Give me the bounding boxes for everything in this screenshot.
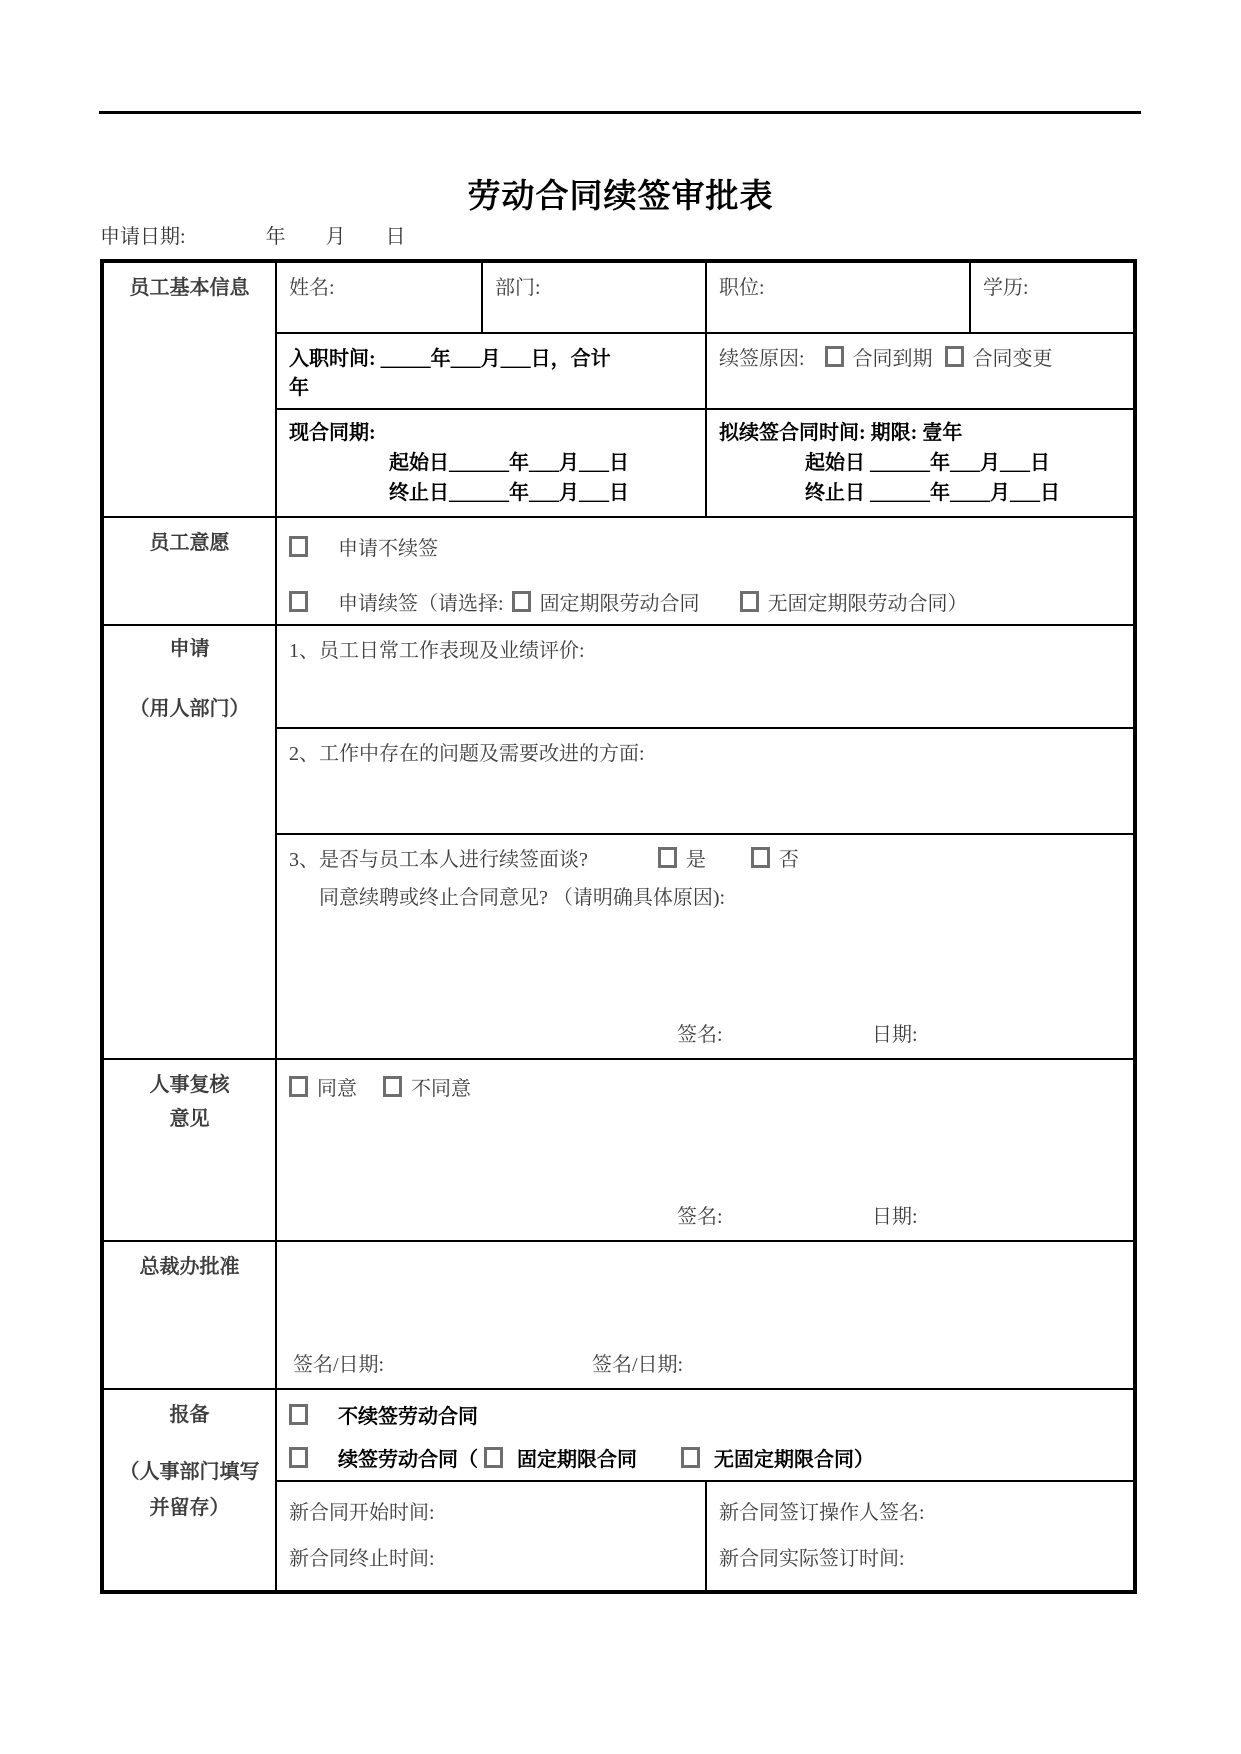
dept-label: 部门: bbox=[495, 277, 541, 299]
current-contract-title: 现合同期: bbox=[289, 422, 376, 444]
checkbox-interview-yes-icon[interactable] bbox=[658, 847, 677, 868]
hr-review-label-line2: 意见 bbox=[169, 1108, 210, 1130]
ceo-sign-date-label-1: 签名/日期: bbox=[293, 1354, 385, 1376]
proposed-contract-start: 起始日 ______年___月___日 bbox=[805, 452, 1050, 474]
dept-field-cell[interactable] bbox=[482, 261, 706, 333]
education-label: 学历: bbox=[983, 277, 1029, 299]
hr-review-cell[interactable] bbox=[276, 1059, 1135, 1241]
apply-date-line: 申请日期: 年 月 日 bbox=[100, 226, 406, 248]
contract-expiry-label: 合同到期 bbox=[852, 348, 933, 370]
filing-options-cell bbox=[276, 1389, 1135, 1481]
new-contract-dates-cell[interactable] bbox=[276, 1481, 706, 1592]
checkbox-hr-disagree-icon[interactable] bbox=[383, 1076, 402, 1097]
checkbox-no-renew-icon[interactable] bbox=[289, 536, 308, 557]
position-label: 职位: bbox=[719, 277, 765, 299]
row-label-employee-will: 员工意愿 bbox=[102, 517, 276, 625]
hr-disagree-label: 不同意 bbox=[411, 1078, 471, 1100]
checkbox-interview-no-icon[interactable] bbox=[751, 847, 770, 868]
current-contract-start: 起始日______年___月___日 bbox=[389, 452, 629, 474]
checkbox-filing-fixed-term-icon[interactable] bbox=[484, 1447, 503, 1468]
row-label-apply-department bbox=[102, 625, 276, 1059]
performance-review-cell[interactable] bbox=[276, 625, 1135, 728]
no-renew-label: 申请不续签 bbox=[338, 538, 438, 560]
renew-reason-label: 续签原因: bbox=[719, 348, 805, 370]
row-label-filing bbox=[102, 1389, 276, 1592]
hire-date-cell[interactable] bbox=[276, 333, 706, 409]
renew-reason-cell bbox=[706, 333, 1135, 409]
filing-label-line2: （人事部门填写并留存） bbox=[119, 1461, 260, 1519]
filing-renew-prefix-label: 续签劳动合同（ bbox=[338, 1449, 478, 1471]
filing-no-renew-label: 不续签劳动合同 bbox=[338, 1406, 478, 1428]
contract-change-label: 合同变更 bbox=[972, 348, 1053, 370]
row-label-basic-info: 员工基本信息 bbox=[102, 261, 276, 517]
education-field-cell[interactable] bbox=[970, 261, 1135, 333]
current-contract-end: 终止日______年___月___日 bbox=[389, 482, 629, 504]
new-contract-start-label: 新合同开始时间: bbox=[289, 1502, 435, 1524]
new-contract-sign-cell[interactable] bbox=[706, 1481, 1135, 1592]
checkbox-filing-no-renew-icon[interactable] bbox=[289, 1404, 308, 1425]
current-contract-cell[interactable] bbox=[276, 409, 706, 517]
actual-sign-time-label: 新合同实际签订时间: bbox=[719, 1548, 905, 1570]
interview-question-label: 3、是否与员工本人进行续签面谈? bbox=[289, 849, 588, 871]
proposed-contract-end: 终止日 ______年____月___日 bbox=[805, 482, 1060, 504]
apply-signature-line bbox=[277, 1018, 1133, 1044]
checkbox-contract-change-icon[interactable] bbox=[945, 346, 964, 367]
row-label-hr-review bbox=[102, 1059, 276, 1241]
hire-date-line2: 年 bbox=[289, 377, 309, 399]
name-label: 姓名: bbox=[289, 277, 335, 299]
apply-sign-label: 签名: bbox=[677, 1024, 723, 1046]
hr-sign-label: 签名: bbox=[677, 1206, 723, 1228]
ceo-signature-line bbox=[277, 1348, 1133, 1374]
apply-label-line1: 申请 bbox=[169, 638, 210, 660]
hire-date-line1: 入职时间: _____年___月___日，合计 bbox=[289, 348, 611, 370]
operator-sign-label: 新合同签订操作人签名: bbox=[719, 1502, 925, 1524]
ceo-approval-cell[interactable] bbox=[276, 1241, 1135, 1389]
name-field-cell[interactable] bbox=[276, 261, 482, 333]
hr-review-label-line1: 人事复核 bbox=[149, 1074, 230, 1096]
filing-open-term-label: 无固定期限合同） bbox=[714, 1449, 874, 1471]
apply-date-label: 日期: bbox=[872, 1024, 918, 1046]
checkbox-filing-renew-icon[interactable] bbox=[289, 1447, 308, 1468]
hr-date-label: 日期: bbox=[872, 1206, 918, 1228]
improvement-label: 2、工作中存在的问题及需要改进的方面: bbox=[289, 743, 645, 765]
renew-prefix-label: 申请续签（请选择: bbox=[338, 593, 504, 615]
employee-will-cell bbox=[276, 517, 1135, 625]
checkbox-hr-agree-icon[interactable] bbox=[289, 1076, 308, 1097]
performance-review-label: 1、员工日常工作表现及业绩评价: bbox=[289, 640, 585, 662]
checkbox-renew-icon[interactable] bbox=[289, 591, 308, 612]
filing-label-line1: 报备 bbox=[169, 1404, 210, 1426]
ceo-sign-date-label-2: 签名/日期: bbox=[592, 1354, 684, 1376]
checkbox-open-term-icon[interactable] bbox=[740, 591, 759, 612]
fixed-term-label: 固定期限劳动合同 bbox=[539, 593, 700, 615]
page-title: 劳动合同续签审批表 bbox=[467, 179, 774, 215]
hr-agree-label: 同意 bbox=[317, 1078, 357, 1100]
apply-label-spacer bbox=[116, 664, 263, 694]
open-term-label: 无固定期限劳动合同） bbox=[767, 593, 968, 615]
proposed-contract-cell[interactable] bbox=[706, 409, 1135, 517]
checkbox-contract-expiry-icon[interactable] bbox=[825, 346, 844, 367]
approval-form-table bbox=[100, 259, 1137, 1594]
interview-opinion-cell[interactable] bbox=[276, 834, 1135, 1059]
new-contract-end-label: 新合同终止时间: bbox=[289, 1548, 435, 1570]
opinion-question-label: 同意续聘或终止合同意见? （请明确具体原因): bbox=[319, 887, 726, 909]
checkbox-filing-open-term-icon[interactable] bbox=[681, 1447, 700, 1468]
position-field-cell[interactable] bbox=[706, 261, 970, 333]
filing-fixed-term-label: 固定期限合同 bbox=[517, 1449, 637, 1471]
interview-yes-label: 是 bbox=[685, 849, 706, 871]
hr-signature-line bbox=[277, 1200, 1133, 1226]
interview-no-label: 否 bbox=[778, 849, 799, 871]
row-label-ceo-approval: 总裁办批准 bbox=[102, 1241, 276, 1389]
improvement-cell[interactable] bbox=[276, 728, 1135, 834]
proposed-contract-title: 拟续签合同时间: 期限: 壹年 bbox=[719, 422, 963, 444]
checkbox-fixed-term-icon[interactable] bbox=[512, 591, 531, 612]
apply-label-line2: （用人部门） bbox=[129, 698, 250, 720]
header-rule bbox=[99, 111, 1141, 114]
